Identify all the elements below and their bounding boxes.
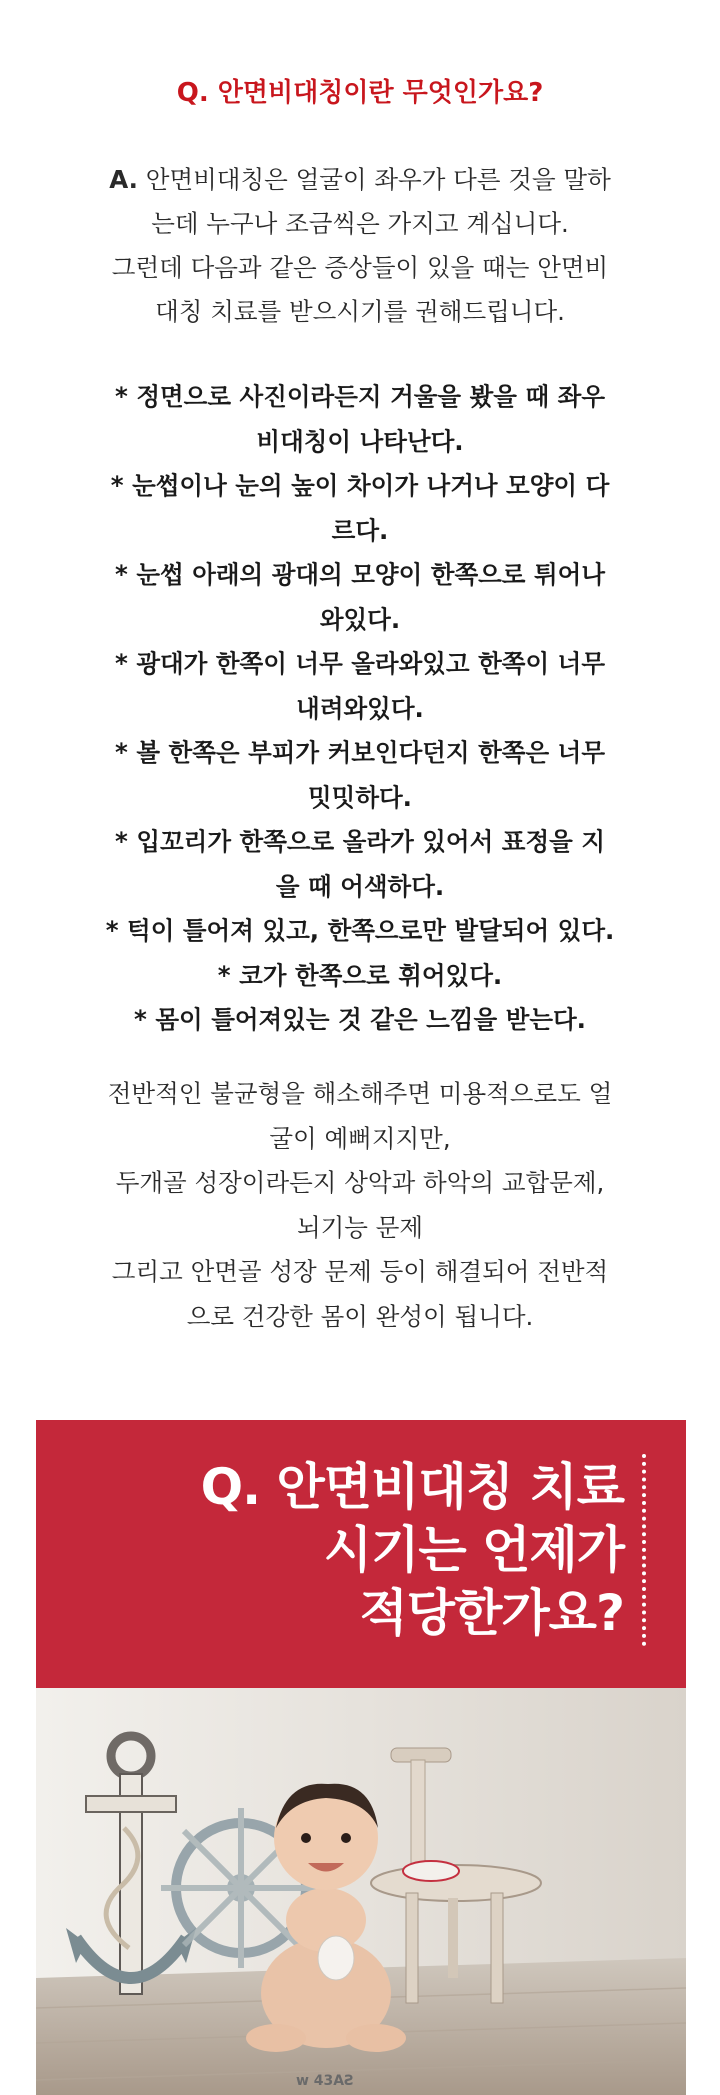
answer-line-3: 그런데 다음과 같은 증상들이 있을 때는 안면비 (111, 253, 609, 282)
symptom-line: * 정면으로 사진이라든지 거울을 봤을 때 좌우 (115, 382, 605, 411)
baby-photo (36, 1688, 686, 2095)
photo-watermark: ᴡ 43AƧ (296, 2073, 355, 2089)
symptom-line: * 턱이 틀어져 있고, 한쪽으로만 발달되어 있다. (105, 916, 615, 945)
answer-lead: A. (109, 165, 138, 194)
question-banner (36, 1420, 686, 1688)
answer-paragraph (40, 158, 680, 334)
symptom-line: * 볼 한쪽은 부피가 커보인다던지 한쪽은 너무 (115, 738, 605, 767)
summary-line: 그리고 안면골 성장 문제 등이 해결되어 전반적 (111, 1257, 609, 1286)
banner-line: 시기는 언제가 (323, 1521, 624, 1579)
symptom-line: * 광대가 한쪽이 너무 올라와있고 한쪽이 너무 (115, 649, 605, 678)
symptom-line: * 몸이 틀어져있는 것 같은 느낌을 받는다. (134, 1005, 586, 1034)
symptom-line: * 눈썹 아래의 광대의 모양이 한쪽으로 튀어나 (115, 560, 605, 589)
summary-line: 두개골 성장이라든지 상악과 하악의 교합문제, (115, 1168, 605, 1197)
symptom-line: 와있다. (319, 604, 401, 634)
answer-line-2: 는데 누구나 조금씩은 가지고 계십니다. (151, 209, 569, 238)
question-title: Q. 안면비대칭이란 무엇인가요? (176, 78, 544, 108)
summary-line: 뇌기능 문제 (296, 1212, 424, 1242)
summary-line: 굴이 예뻐지지만, (269, 1123, 451, 1153)
summary-line: 전반적인 불균형을 해소해주면 미용적으로도 얼 (107, 1079, 613, 1108)
banner-line: 적당한가요? (359, 1584, 624, 1642)
symptom-line: * 입꼬리가 한쪽으로 올라가 있어서 표정을 지 (115, 827, 605, 856)
answer-line-1: A. 안면비대칭은 얼굴이 좌우가 다른 것을 말하 (109, 165, 611, 194)
summary-line: 으로 건강한 몸이 완성이 됩니다. (186, 1301, 534, 1331)
dotted-divider (642, 1454, 646, 1646)
symptom-line: 내려와있다. (296, 693, 424, 723)
photo-illustration (36, 1688, 686, 2095)
banner-title (201, 1456, 624, 1645)
symptom-line: 비대칭이 나타난다. (256, 426, 464, 456)
symptom-line: * 코가 한쪽으로 휘어있다. (217, 960, 503, 990)
summary-paragraph (30, 1072, 690, 1339)
banner-line: Q. 안면비대칭 치료 (200, 1458, 624, 1516)
symptom-line: 을 때 어색하다. (275, 871, 445, 901)
symptom-line: 밋밋하다. (308, 782, 412, 812)
symptom-line: 르다. (331, 515, 389, 545)
symptom-line: * 눈썹이나 눈의 높이 차이가 나거나 모양이 다 (110, 471, 610, 500)
symptom-list (30, 375, 690, 1043)
answer-line-4: 대칭 치료를 받으시기를 권해드립니다. (155, 297, 565, 326)
